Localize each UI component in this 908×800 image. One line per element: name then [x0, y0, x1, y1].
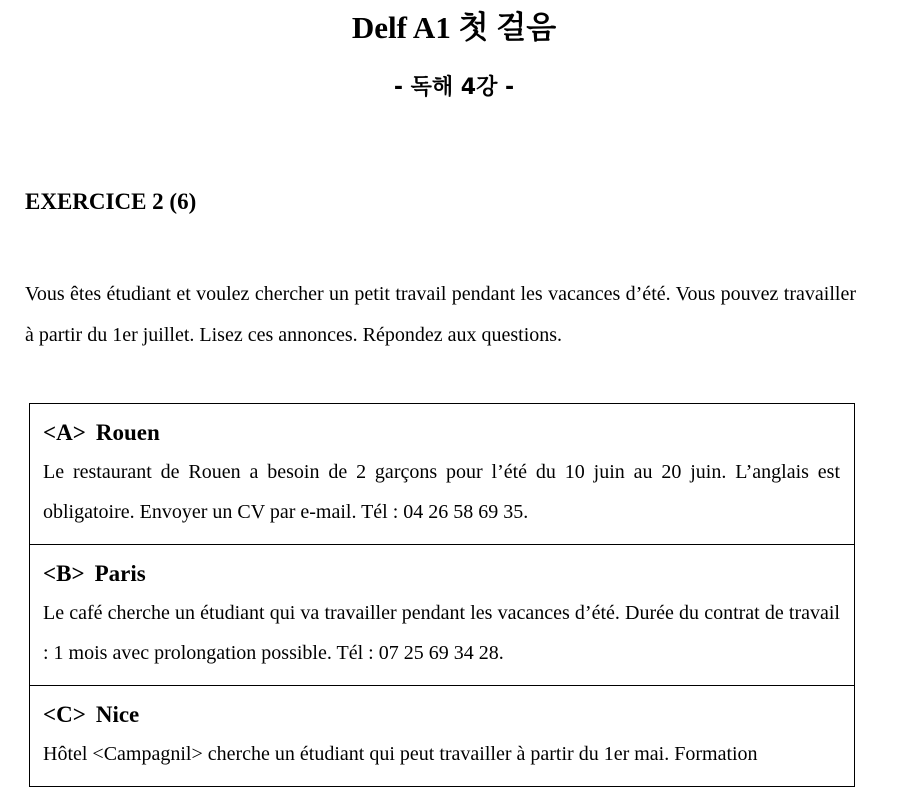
ad-letter: <A> [43, 420, 86, 445]
ad-heading [43, 557, 840, 591]
ad-letter: <B> [43, 561, 85, 586]
exercise-instructions: Vous êtes étudiant et voulez chercher un petit travail pendant les vacances d’été. Vous pouvez travailler à partir du 1er juillet. Lisez ces annonces. Répondez aux questions. [25, 283, 856, 346]
exercise-heading: EXERCICE 2 (6) [25, 189, 197, 214]
ad-heading [43, 698, 840, 732]
ad-city: Rouen [95, 420, 160, 445]
ad-nice [30, 686, 854, 787]
ad-text: Le restaurant de Rouen a besoin de 2 garçons pour l’été du 10 juin au 20 juin. L’anglais est obligatoire. Envoyer un CV par e-mail. Tél : 04 26 58 69 35. [43, 461, 840, 523]
ad-text: Hôtel <Campagnil> cherche un étudiant qui peut travailler à partir du 1er mai. Formation [43, 743, 758, 765]
lesson-subtitle: - 독해 4강 - [393, 75, 515, 100]
ad-heading [43, 416, 840, 450]
ad-paris [30, 545, 854, 686]
ad-city: Paris [94, 561, 146, 586]
ad-rouen [30, 404, 854, 545]
ad-text: Le café cherche un étudiant qui va travailler pendant les vacances d’été. Durée du contrat de travail : 1 mois avec prolongation possible. Tél : 07 25 69 34 28. [43, 602, 840, 664]
ads-table [29, 403, 855, 787]
ad-city: Nice [95, 702, 140, 727]
ad-letter: <C> [43, 702, 86, 727]
document-title: Delf A1 첫 걸음 [351, 10, 557, 45]
